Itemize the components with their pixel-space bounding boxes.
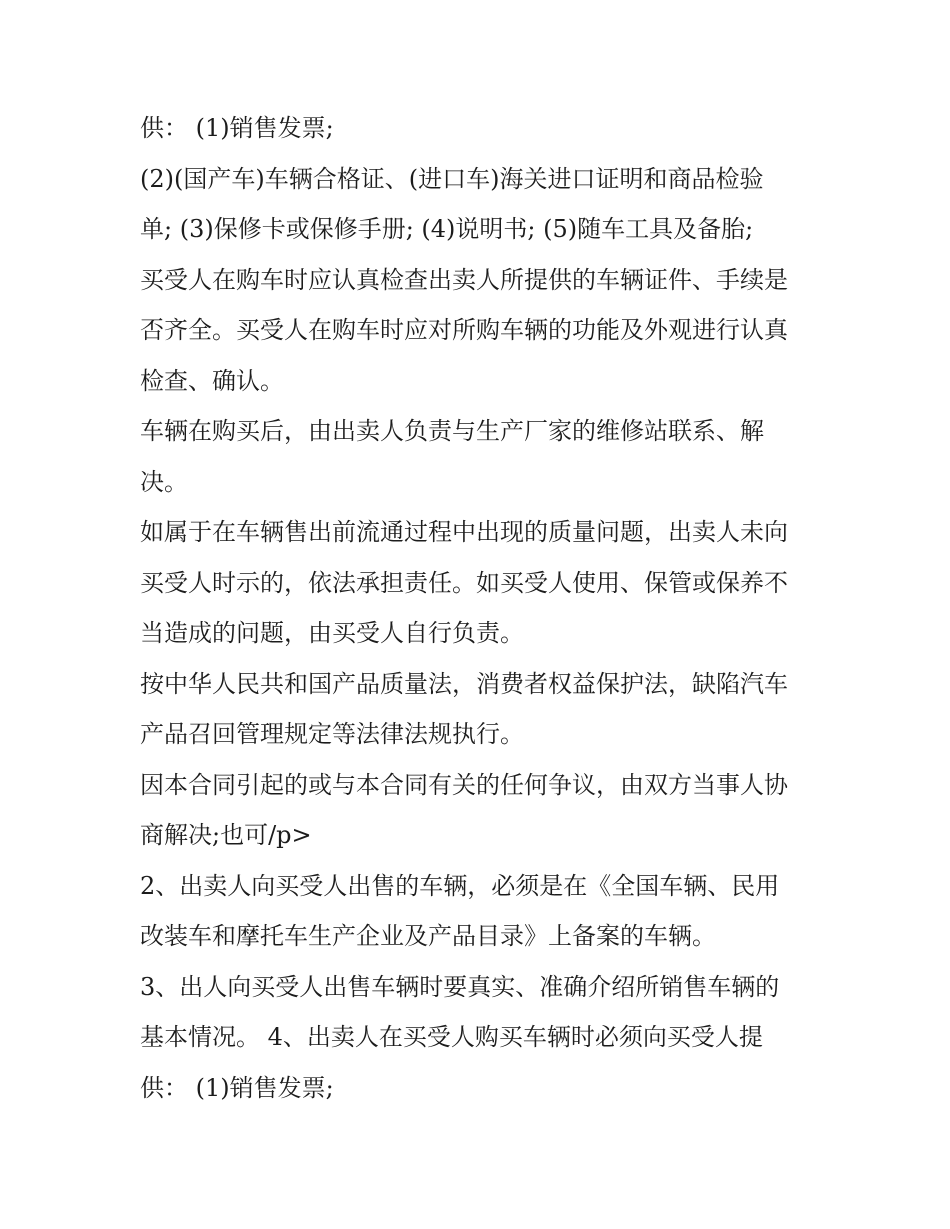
text-line: (2)(国产车)车辆合格证、(进口车)海关进口证明和商品检验: [140, 164, 764, 193]
text-line: 车辆在购买后，由出卖人负责与生产厂家的维修站联系、解: [140, 417, 764, 445]
text-line: 商解决;也可/p>: [140, 821, 312, 849]
text-line: 基本情况。 4、出卖人在买受人购买车辆时必须向买受人提: [140, 1023, 763, 1051]
text-line: 检查、确认。: [140, 366, 284, 395]
text-line: 决。: [140, 467, 188, 496]
text-line: 产品召回管理规定等法律法规执行。: [140, 720, 524, 748]
text-line: 当造成的问题，由买受人自行负责。: [140, 619, 524, 647]
text-line: 因本合同引起的或与本合同有关的任何争议，由双方当事人协: [140, 770, 788, 799]
text-line: 买受人时示的，依法承担责任。如买受人使用、保管或保养不: [140, 568, 788, 597]
text-line: 买受人在购车时应认真检查出卖人所提供的车辆证件、手续是: [140, 265, 788, 294]
text-line: 如属于在车辆售出前流通过程中出现的质量问题，出卖人未向: [140, 518, 788, 546]
text-line: 否齐全。买受人在购车时应对所购车辆的功能及外观进行认真: [140, 316, 788, 344]
text-line: 按中华人民共和国产品质量法，消费者权益保护法，缺陷汽车: [140, 669, 788, 698]
text-line: 单; (3)保修卡或保修手册; (4)说明书; (5)随车工具及备胎;: [140, 215, 754, 243]
text-line: 改装车和摩托车生产企业及产品目录》上备案的车辆。: [140, 922, 716, 950]
text-line: 供： (1)销售发票;: [140, 114, 334, 142]
document-body: [140, 103, 830, 1113]
text-line: 供： (1)销售发票;: [140, 1073, 334, 1102]
text-line: 3、出人向买受人出售车辆时要真实、准确介绍所销售车辆的: [140, 972, 780, 1001]
text-line: 2、出卖人向买受人出售的车辆，必须是在《全国车辆、民用: [140, 871, 780, 900]
